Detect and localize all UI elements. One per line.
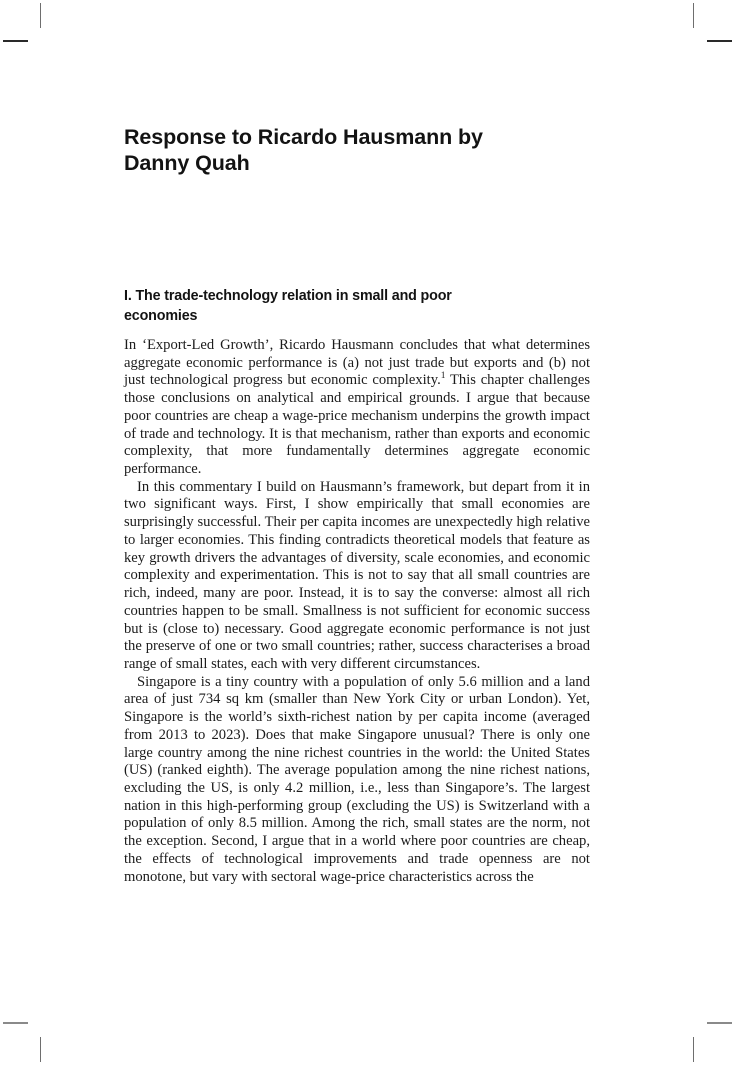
paragraph: In this commentary I build on Hausmann’s framework, but depart from it in two significant ways. First, I show empirically that small economies are surprisingly successful. Their per capita incomes are unexpectedly high relative to larger economies. This finding contradicts theoretical models that feature as key growth drivers the advantages of diversity, scale economies, and economic complexity and experimentation. This is not to say that all small countries are rich, indeed, many are poor. Instead, it is to say the converse: almost all rich countries happen to be small. Smallness is not sufficient for economic success but is (close to) necessary. Good aggregate economic performance is not just the preserve of one or two small countries; rather, success characterises a broad range of small states, each with very different circumstances. [124, 478, 590, 672]
crop-mark-bottom-left-horizontal [3, 1022, 28, 1024]
section-heading: I. The trade-technology relation in small and poor economies [124, 288, 452, 324]
crop-mark-bottom-left-vertical [40, 1037, 41, 1062]
footnote-reference[interactable]: 1 [440, 371, 446, 382]
paragraph: Singapore is a tiny country with a population of only 5.6 million and a land area of just 734 sq km (smaller than New York City or urban London). Yet, Singapore is the world’s sixth-richest nation by per capita income (averaged from 2013 to 2023). Does that make Singapore unusual? There is only one large country among the nine richest countries in the world: the United States (US) (ranked eighth). The average population among the nine richest nations, excluding the US, is only 4.2 million, i.e., less than Singapore’s. The largest nation in this high-performing group (excluding the US) is Switzerland with a population of only 8.5 million. Among the rich, small states are the norm, not the exception. Second, I argue that in a world where poor countries are cheap, the effects of technological improvements and trade openness are not monotone, but vary with sectoral wage-price characteristics across the [124, 673, 590, 885]
crop-mark-bottom-right-vertical [693, 1037, 694, 1062]
crop-mark-top-left-vertical [40, 3, 41, 28]
crop-mark-top-right-horizontal [707, 40, 732, 42]
crop-mark-top-right-vertical [693, 3, 694, 28]
paragraph-text-after-footnote: This chapter challenges those conclusions on analytical and empirical grounds. I argue that because poor countries are cheap a wage-price mechanism underpins the growth impact of trade and technology. It is that mechanism, rather than exports and economic complexity, that more fundamentally determines aggregate economic performance. [124, 372, 591, 478]
crop-mark-top-left-horizontal [3, 40, 28, 42]
paragraph [124, 337, 590, 479]
body-text [124, 337, 590, 886]
paragraph-text-before-footnote: In ‘Export-Led Growth’, Ricardo Hausmann concludes that what determines aggregate economic performance is (a) not just trade but exports and (b) not just technological progress but economic complexity. [124, 337, 590, 389]
page-title: Response to Ricardo Hausmann by Danny Quah [124, 125, 483, 175]
crop-mark-bottom-right-horizontal [707, 1022, 732, 1024]
